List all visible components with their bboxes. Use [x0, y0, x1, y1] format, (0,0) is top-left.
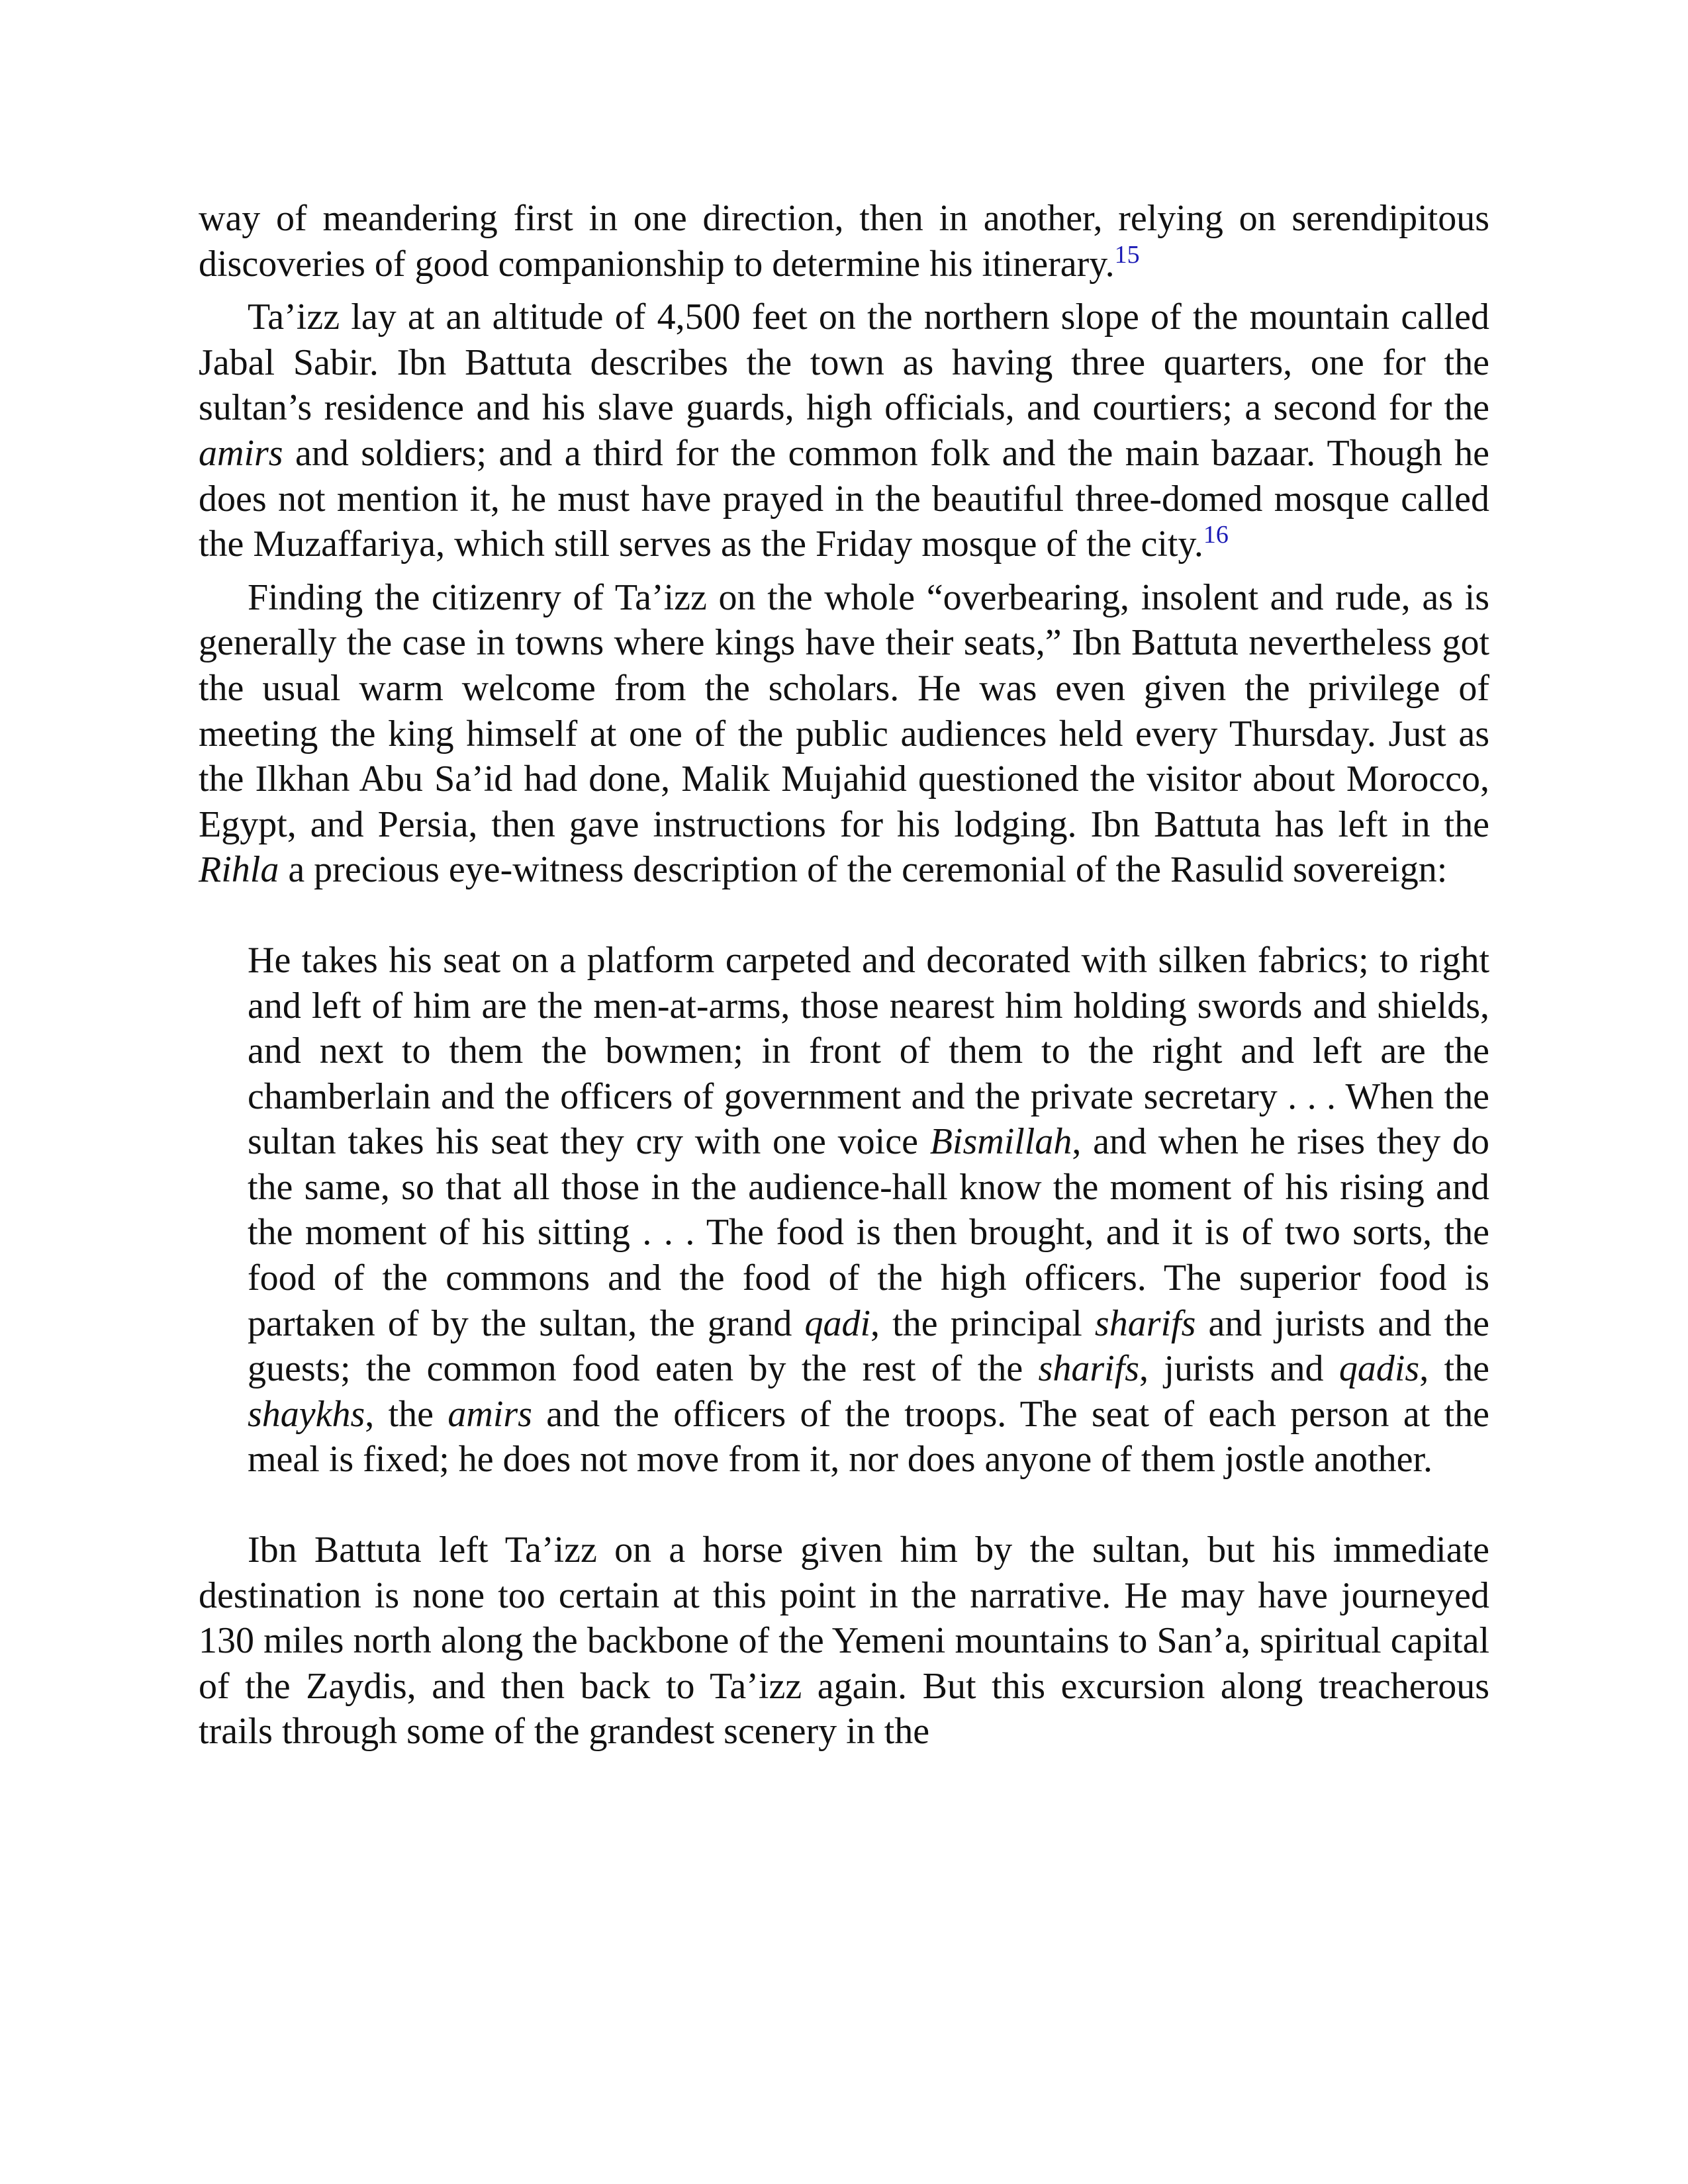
- italic-term: qadis: [1338, 1348, 1420, 1390]
- italic-term: amirs: [199, 432, 283, 474]
- quote-text: and the officers of the troops. The seat of each person at the meal is fixed; he does not move from it, nor does anyone of them jostle another.: [248, 1393, 1490, 1480]
- paragraph-text: and soldiers; and a third for the common folk and the main bazaar. Though he does not mention it, he must have prayed in the beautiful three-domed mosque called the Muzaffariya, which still serves as the Friday mosque of the city.: [199, 432, 1489, 565]
- quote-text: , jurists and: [1139, 1348, 1339, 1390]
- italic-term: qadi: [804, 1302, 871, 1344]
- body-text: [199, 196, 1489, 1762]
- paragraph-text: Finding the citizenry of Ta’izz on the whole “overbearing, insolent and rude, as is generally the case in towns where kings have their seats,” Ibn Battuta nevertheless got the usual warm welcome from the scholars. He was even given the privilege of meeting the king himself at one of the public audiences held every Thursday. Just as the Ilkhan Abu Sa’id had done, Malik Mujahid questioned the visitor about Morocco, Egypt, and Persia, then gave instructions for his lodging. Ibn Battuta has left in the: [199, 576, 1489, 845]
- italic-term: amirs: [447, 1393, 532, 1435]
- paragraph-text: a precious eye-witness description of the ceremonial of the Rasulid sovereign:: [279, 849, 1448, 891]
- block-quote: [248, 938, 1489, 1482]
- quote-text: , the principal: [870, 1302, 1095, 1344]
- italic-term: Rihla: [199, 849, 279, 891]
- paragraph-departure: [199, 1527, 1489, 1754]
- paragraph-text: way of meandering first in one direction, then in another, relying on serendipitous discoveries of good companionship to determine his itinerary.: [199, 198, 1489, 285]
- italic-term: shaykhs: [248, 1393, 365, 1435]
- paragraph-taizz-description: [199, 295, 1489, 567]
- italic-term: sharifs: [1094, 1302, 1196, 1344]
- footnote-link-15[interactable]: 15: [1114, 240, 1140, 269]
- paragraph-continuation: [199, 196, 1489, 287]
- quote-text: , the: [365, 1393, 448, 1435]
- quote-text: and jurists and the guests; the common food eaten by the rest of the: [248, 1302, 1489, 1390]
- italic-term: sharifs: [1038, 1348, 1140, 1390]
- quote-text: , and when he rises they do the same, so that all those in the audience-hall know the moment of his rising and the moment of his sitting . . . The food is then brought, and it is of two sorts, the food of the commons and the food of the high officers. The superior food is partaken of by the sultan, the grand: [248, 1121, 1490, 1344]
- paragraph-text: Ibn Battuta left Ta’izz on a horse given him by the sultan, but his immediate destination is none too certain at this point in the narrative. He may have journeyed 130 miles north along the backbone of the Yemeni mountains to San’a, spiritual capital of the Zaydis, and then back to Ta’izz again. But this excursion along treacherous trails through some of the grandest scenery in the: [199, 1529, 1489, 1752]
- italic-term: Bismillah: [929, 1121, 1072, 1163]
- paragraph-citizenry: [199, 575, 1489, 893]
- footnote-link-16[interactable]: 16: [1203, 521, 1229, 549]
- paragraph-text: Ta’izz lay at an altitude of 4,500 feet on the northern slope of the mountain called Jabal Sabir. Ibn Battuta describes the town as having three quarters, one for the sultan’s residence and his slave guards, high officials, and courtiers; a second for the: [199, 296, 1489, 429]
- quote-text: He takes his seat on a platform carpeted and decorated with silken fabrics; to right and left of him are the men-at-arms, those nearest him holding swords and shields, and next to them the bowmen; in front of them to the right and left are the chamberlain and the officers of government and the private secretary . . . When the sultan takes his seat they cry with one voice: [248, 939, 1489, 1163]
- quote-text: , the: [1419, 1348, 1489, 1390]
